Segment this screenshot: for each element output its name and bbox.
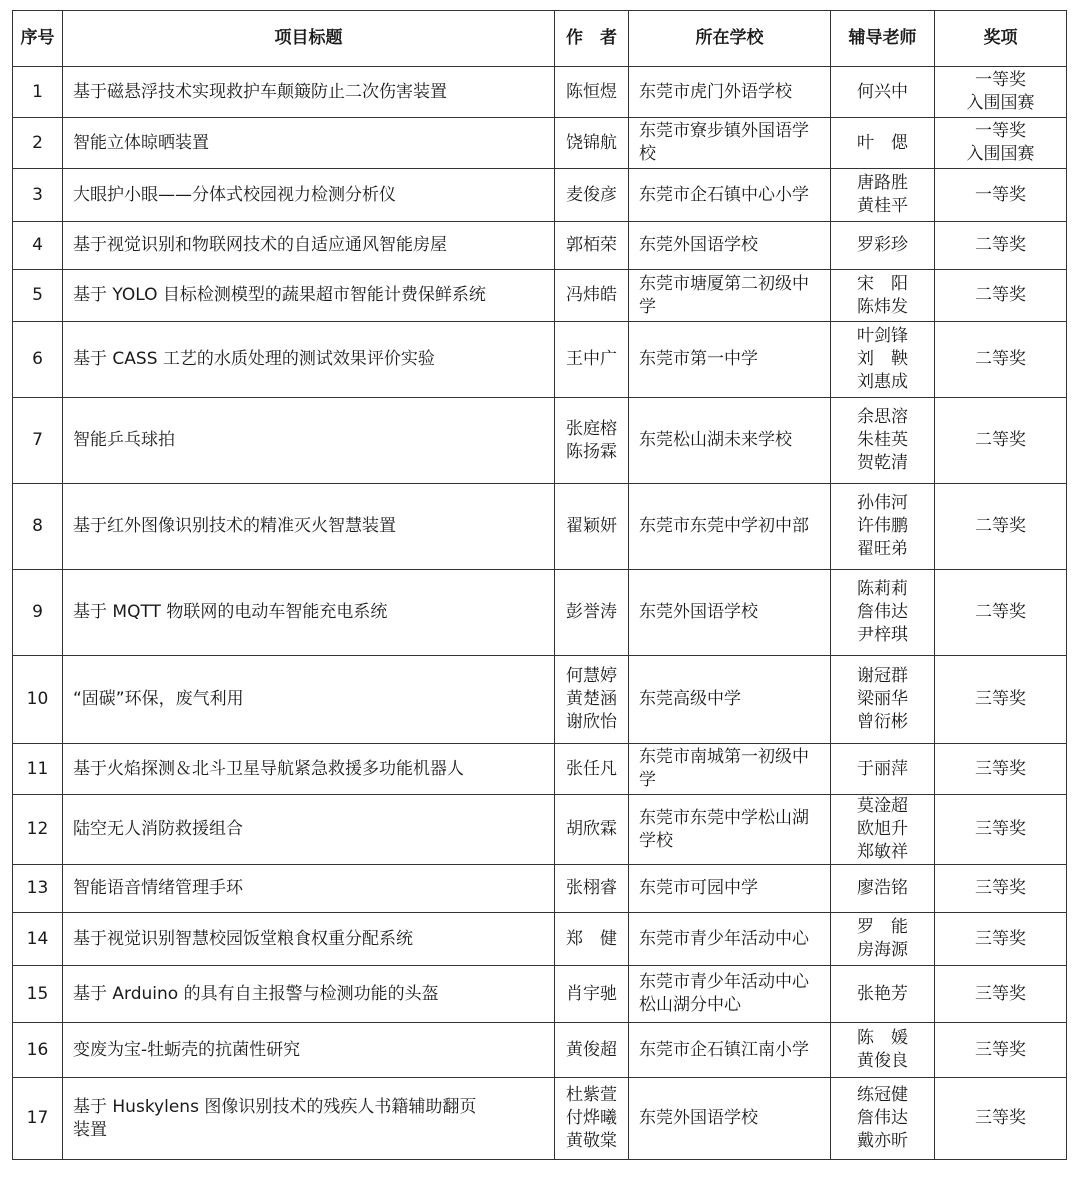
cell-award-line: 二等奖 xyxy=(975,235,1026,255)
cell-award-line: 二等奖 xyxy=(975,430,1026,450)
cell-school-text: 东莞市塘厦第二初级中学 xyxy=(639,273,809,317)
cell-authors-line: 陈恒煜 xyxy=(566,81,617,102)
cell-school xyxy=(629,1023,831,1078)
cell-teachers-line: 唐路胜 xyxy=(857,173,908,193)
cell-authors xyxy=(555,966,629,1023)
cell-teachers xyxy=(831,1023,935,1078)
cell-title-line: 基于火焰探测＆北斗卫星导航紧急救援多功能机器人 xyxy=(73,758,464,779)
table-row xyxy=(13,865,1067,913)
cell-teachers xyxy=(831,398,935,484)
cell-serial-text: 9 xyxy=(32,602,43,622)
cell-teachers xyxy=(831,795,935,865)
header-author: 作 者 xyxy=(555,11,629,67)
cell-serial-text: 15 xyxy=(26,983,49,1004)
cell-award xyxy=(935,1023,1067,1078)
cell-serial xyxy=(13,270,63,322)
cell-authors xyxy=(555,322,629,398)
cell-teachers-line: 罗彩珍 xyxy=(857,235,908,255)
cell-teachers-line: 贺乾清 xyxy=(857,453,908,473)
cell-award xyxy=(935,322,1067,398)
cell-serial-text: 1 xyxy=(32,81,43,102)
cell-teachers xyxy=(831,570,935,656)
cell-title-line: 陆空无人消防救援组合 xyxy=(73,819,243,839)
cell-teachers-line: 欧旭升 xyxy=(857,819,908,839)
cell-teachers xyxy=(831,913,935,966)
cell-authors xyxy=(555,270,629,322)
cell-serial-text: 12 xyxy=(26,819,49,839)
cell-teachers-line: 莫淦超 xyxy=(857,796,908,816)
cell-title xyxy=(63,322,555,398)
cell-serial xyxy=(13,865,63,913)
cell-school xyxy=(629,1078,831,1160)
header-award: 奖项 xyxy=(935,11,1067,67)
cell-school xyxy=(629,570,831,656)
cell-authors-line: 付烨曦 xyxy=(566,1108,617,1128)
cell-award-line: 三等奖 xyxy=(975,758,1026,779)
cell-school-text: 东莞外国语学校 xyxy=(639,1108,758,1128)
cell-authors xyxy=(555,67,629,118)
header-title: 项目标题 xyxy=(63,11,555,67)
cell-teachers-line: 刘惠成 xyxy=(857,372,908,392)
cell-teachers xyxy=(831,118,935,169)
cell-teachers-line: 余思溶 xyxy=(857,407,908,427)
cell-serial-text: 13 xyxy=(26,878,49,898)
cell-serial-text: 2 xyxy=(32,132,43,153)
cell-authors-line: 肖宇驰 xyxy=(566,983,617,1004)
cell-authors xyxy=(555,222,629,270)
cell-school xyxy=(629,795,831,865)
cell-authors xyxy=(555,118,629,169)
cell-authors-line: 黄楚涵 xyxy=(566,689,617,709)
cell-teachers xyxy=(831,169,935,222)
cell-serial-text: 16 xyxy=(26,1039,49,1060)
cell-serial xyxy=(13,398,63,484)
table-row xyxy=(13,222,1067,270)
cell-award xyxy=(935,398,1067,484)
cell-title xyxy=(63,1023,555,1078)
cell-award-line: 三等奖 xyxy=(975,1039,1026,1060)
cell-serial xyxy=(13,222,63,270)
cell-teachers-line: 梁丽华 xyxy=(857,689,908,709)
cell-teachers-line: 陈炜发 xyxy=(857,296,908,317)
cell-teachers xyxy=(831,484,935,570)
cell-school-text: 东莞松山湖未来学校 xyxy=(639,430,792,450)
cell-school-text: 东莞市虎门外语学校 xyxy=(639,81,792,102)
cell-title-line: 智能立体晾晒装置 xyxy=(73,132,209,153)
cell-title xyxy=(63,67,555,118)
cell-serial-text: 10 xyxy=(26,689,49,709)
cell-teachers xyxy=(831,1078,935,1160)
cell-teachers-line: 黄桂平 xyxy=(857,196,908,216)
cell-award xyxy=(935,795,1067,865)
cell-authors xyxy=(555,570,629,656)
cell-teachers xyxy=(831,67,935,118)
cell-award-line: 一等奖 xyxy=(975,121,1026,141)
cell-title xyxy=(63,484,555,570)
cell-award-line: 入围国赛 xyxy=(966,93,1035,113)
cell-authors xyxy=(555,484,629,570)
cell-school xyxy=(629,398,831,484)
cell-authors-line: 黄俊超 xyxy=(566,1039,617,1060)
header-serial: 序号 xyxy=(13,11,63,67)
cell-award-line: 三等奖 xyxy=(975,819,1026,839)
header-row xyxy=(13,11,1067,67)
cell-authors-line: 谢欣怡 xyxy=(566,712,617,732)
cell-school-text: 东莞高级中学 xyxy=(639,689,741,709)
cell-authors-line: 王中广 xyxy=(566,349,617,369)
cell-award-line: 二等奖 xyxy=(975,285,1026,305)
cell-teachers-line: 谢冠群 xyxy=(857,666,908,686)
table-row xyxy=(13,1078,1067,1160)
cell-award xyxy=(935,656,1067,744)
cell-award xyxy=(935,67,1067,118)
cell-teachers-line: 朱桂英 xyxy=(857,430,908,450)
cell-school xyxy=(629,966,831,1023)
cell-school-text: 东莞市东莞中学松山湖学校 xyxy=(639,807,809,851)
cell-teachers xyxy=(831,222,935,270)
cell-teachers-line: 陈莉莉 xyxy=(857,579,908,599)
cell-title xyxy=(63,398,555,484)
cell-teachers-line: 尹梓琪 xyxy=(857,625,908,645)
cell-serial xyxy=(13,966,63,1023)
cell-school xyxy=(629,484,831,570)
cell-teachers-line: 翟旺弟 xyxy=(857,539,908,559)
awards-table-wrapper xyxy=(12,10,1067,1160)
cell-serial xyxy=(13,322,63,398)
cell-school xyxy=(629,322,831,398)
cell-title-line: 变废为宝-牡蛎壳的抗菌性研究 xyxy=(73,1039,301,1060)
cell-award xyxy=(935,570,1067,656)
cell-serial xyxy=(13,1078,63,1160)
cell-authors xyxy=(555,398,629,484)
cell-authors-line: 黄敬棠 xyxy=(566,1131,617,1151)
cell-title-line: 基于 Arduino 的具有自主报警与检测功能的头盔 xyxy=(73,983,439,1004)
cell-award-line: 三等奖 xyxy=(975,928,1026,949)
cell-teachers-line: 黄俊良 xyxy=(857,1051,908,1071)
table-row xyxy=(13,118,1067,169)
cell-title-line: 大眼护小眼——分体式校园视力检测分析仪 xyxy=(73,184,396,205)
cell-title-line: 基于 Huskylens 图像识别技术的残疾人书籍辅助翻页 xyxy=(73,1096,477,1117)
cell-teachers xyxy=(831,744,935,795)
table-row xyxy=(13,67,1067,118)
cell-school xyxy=(629,67,831,118)
cell-serial-text: 14 xyxy=(26,928,49,949)
cell-award xyxy=(935,270,1067,322)
cell-serial xyxy=(13,118,63,169)
cell-school xyxy=(629,656,831,744)
cell-teachers-line: 叶剑锋 xyxy=(857,326,908,346)
cell-authors-line: 张庭榕 xyxy=(566,418,617,439)
cell-teachers xyxy=(831,966,935,1023)
cell-authors xyxy=(555,1078,629,1160)
cell-school-text: 东莞市企石镇江南小学 xyxy=(639,1039,809,1060)
cell-teachers-line: 郑敏祥 xyxy=(857,842,908,862)
cell-award xyxy=(935,966,1067,1023)
cell-authors-line: 张栩睿 xyxy=(566,878,617,898)
cell-teachers xyxy=(831,656,935,744)
cell-school-text: 东莞市青少年活动中心 xyxy=(639,928,809,949)
cell-award xyxy=(935,169,1067,222)
header-school: 所在学校 xyxy=(629,11,831,67)
header-teacher: 辅导老师 xyxy=(831,11,935,67)
cell-teachers-line: 宋 阳 xyxy=(857,273,908,294)
cell-title xyxy=(63,744,555,795)
table-row xyxy=(13,913,1067,966)
cell-authors-line: 陈扬霖 xyxy=(566,441,617,462)
cell-authors xyxy=(555,865,629,913)
cell-serial xyxy=(13,1023,63,1078)
cell-teachers-line: 张艳芳 xyxy=(857,983,908,1004)
cell-teachers-line: 陈 媛 xyxy=(857,1028,908,1048)
cell-teachers-line: 房海源 xyxy=(857,940,908,960)
table-body xyxy=(13,67,1067,1160)
cell-serial-text: 6 xyxy=(32,349,43,369)
cell-serial-text: 17 xyxy=(26,1108,49,1128)
cell-award-line: 三等奖 xyxy=(975,689,1026,709)
cell-award xyxy=(935,913,1067,966)
cell-authors-line: 彭誉涛 xyxy=(566,602,617,622)
cell-teachers xyxy=(831,322,935,398)
cell-serial xyxy=(13,744,63,795)
cell-authors xyxy=(555,169,629,222)
cell-serial xyxy=(13,67,63,118)
cell-award xyxy=(935,744,1067,795)
cell-authors xyxy=(555,913,629,966)
cell-title-line: 装置 xyxy=(73,1119,107,1140)
cell-authors-line: 郭栢荣 xyxy=(566,235,617,255)
cell-award-line: 三等奖 xyxy=(975,983,1026,1004)
cell-authors-line: 何慧婷 xyxy=(566,666,617,686)
table-row xyxy=(13,966,1067,1023)
cell-award-line: 一等奖 xyxy=(975,184,1026,205)
table-row xyxy=(13,795,1067,865)
cell-serial-text: 3 xyxy=(32,184,43,205)
table-row xyxy=(13,169,1067,222)
cell-teachers-line: 叶 偲 xyxy=(857,132,908,153)
cell-school xyxy=(629,169,831,222)
cell-award xyxy=(935,118,1067,169)
cell-teachers-line: 于丽萍 xyxy=(857,758,908,779)
cell-authors-line: 杜紫萱 xyxy=(566,1085,617,1105)
cell-award-line: 入围国赛 xyxy=(966,144,1035,164)
cell-title-line: 基于红外图像识别技术的精准灭火智慧装置 xyxy=(73,516,396,536)
cell-title xyxy=(63,169,555,222)
cell-school xyxy=(629,270,831,322)
cell-authors xyxy=(555,1023,629,1078)
cell-teachers-line: 罗 能 xyxy=(857,917,908,937)
table-row xyxy=(13,398,1067,484)
cell-school-text: 东莞市东莞中学初中部 xyxy=(639,516,809,536)
cell-serial xyxy=(13,795,63,865)
cell-authors xyxy=(555,656,629,744)
table-row xyxy=(13,570,1067,656)
cell-school-text: 东莞市可园中学 xyxy=(639,878,758,898)
cell-teachers-line: 刘 鞅 xyxy=(857,349,908,369)
cell-award-line: 二等奖 xyxy=(975,602,1026,622)
cell-title-line: 基于 MQTT 物联网的电动车智能充电系统 xyxy=(73,602,388,622)
cell-authors xyxy=(555,795,629,865)
cell-authors-line: 冯炜皓 xyxy=(566,285,617,305)
table-row xyxy=(13,744,1067,795)
cell-school-text: 东莞市寮步镇外国语学校 xyxy=(639,121,809,164)
cell-serial xyxy=(13,570,63,656)
cell-teachers-line: 孙伟河 xyxy=(857,493,908,513)
cell-award xyxy=(935,865,1067,913)
cell-award-line: 一等奖 xyxy=(975,70,1026,90)
cell-authors-line: 胡欣霖 xyxy=(566,819,617,839)
cell-serial-text: 5 xyxy=(32,285,43,305)
cell-title-line: 基于视觉识别智慧校园饭堂粮食权重分配系统 xyxy=(73,928,413,949)
cell-school-text: 东莞市企石镇中心小学 xyxy=(639,184,809,205)
cell-teachers-line: 詹伟达 xyxy=(857,602,908,622)
cell-school xyxy=(629,222,831,270)
cell-teachers xyxy=(831,270,935,322)
cell-serial xyxy=(13,484,63,570)
cell-authors-line: 翟颖妍 xyxy=(566,516,617,536)
cell-serial-text: 11 xyxy=(26,758,49,779)
cell-school-text: 东莞市南城第一初级中学 xyxy=(639,747,809,790)
cell-school xyxy=(629,118,831,169)
cell-school-text: 东莞市第一中学 xyxy=(639,349,758,369)
cell-title xyxy=(63,966,555,1023)
table-row xyxy=(13,484,1067,570)
cell-school xyxy=(629,913,831,966)
cell-authors xyxy=(555,744,629,795)
cell-authors-line: 麦俊彦 xyxy=(566,184,617,205)
cell-teachers-line: 何兴中 xyxy=(857,81,908,102)
cell-teachers-line: 戴亦昕 xyxy=(857,1131,908,1151)
cell-serial xyxy=(13,656,63,744)
cell-award xyxy=(935,222,1067,270)
cell-school xyxy=(629,865,831,913)
table-row xyxy=(13,656,1067,744)
cell-award xyxy=(935,1078,1067,1160)
cell-serial-text: 4 xyxy=(32,235,43,255)
cell-award-line: 二等奖 xyxy=(975,349,1026,369)
cell-school xyxy=(629,744,831,795)
cell-title-line: 基于 CASS 工艺的水质处理的测试效果评价实验 xyxy=(73,349,435,369)
cell-title xyxy=(63,913,555,966)
cell-teachers-line: 练冠健 xyxy=(857,1085,908,1105)
cell-teachers xyxy=(831,865,935,913)
cell-title xyxy=(63,795,555,865)
cell-title xyxy=(63,865,555,913)
awards-table xyxy=(12,10,1067,1160)
cell-title xyxy=(63,570,555,656)
cell-authors-line: 饶锦航 xyxy=(566,132,617,153)
cell-authors-line: 郑 健 xyxy=(566,928,617,949)
table-row xyxy=(13,322,1067,398)
cell-teachers-line: 詹伟达 xyxy=(857,1108,908,1128)
cell-title-line: “固碳”环保，废气利用 xyxy=(73,689,244,709)
cell-teachers-line: 曾衍彬 xyxy=(857,712,908,732)
cell-title-line: 基于磁悬浮技术实现救护车颠簸防止二次伤害装置 xyxy=(73,81,447,102)
cell-school-text: 东莞外国语学校 xyxy=(639,602,758,622)
cell-title-line: 基于 YOLO 目标检测模型的蔬果超市智能计费保鲜系统 xyxy=(73,285,486,305)
cell-teachers-line: 许伟鹏 xyxy=(857,516,908,536)
cell-award-line: 二等奖 xyxy=(975,516,1026,536)
cell-title xyxy=(63,270,555,322)
cell-serial-text: 8 xyxy=(32,516,43,536)
cell-serial xyxy=(13,913,63,966)
cell-title-line: 基于视觉识别和物联网技术的自适应通风智能房屋 xyxy=(73,235,447,255)
cell-serial-text: 7 xyxy=(32,430,43,450)
cell-title xyxy=(63,118,555,169)
cell-teachers-line: 廖浩铭 xyxy=(857,878,908,898)
cell-title-line: 智能乒乓球拍 xyxy=(73,430,175,450)
cell-school-text: 东莞外国语学校 xyxy=(639,235,758,255)
cell-award xyxy=(935,484,1067,570)
table-row xyxy=(13,270,1067,322)
table-row xyxy=(13,1023,1067,1078)
cell-authors-line: 张任凡 xyxy=(566,758,617,779)
cell-title-line: 智能语音情绪管理手环 xyxy=(73,878,243,898)
cell-title xyxy=(63,222,555,270)
cell-title xyxy=(63,1078,555,1160)
cell-award-line: 三等奖 xyxy=(975,1108,1026,1128)
cell-school-text: 东莞市青少年活动中心松山湖分中心 xyxy=(639,972,809,1015)
cell-serial xyxy=(13,169,63,222)
cell-award-line: 三等奖 xyxy=(975,878,1026,898)
cell-title xyxy=(63,656,555,744)
